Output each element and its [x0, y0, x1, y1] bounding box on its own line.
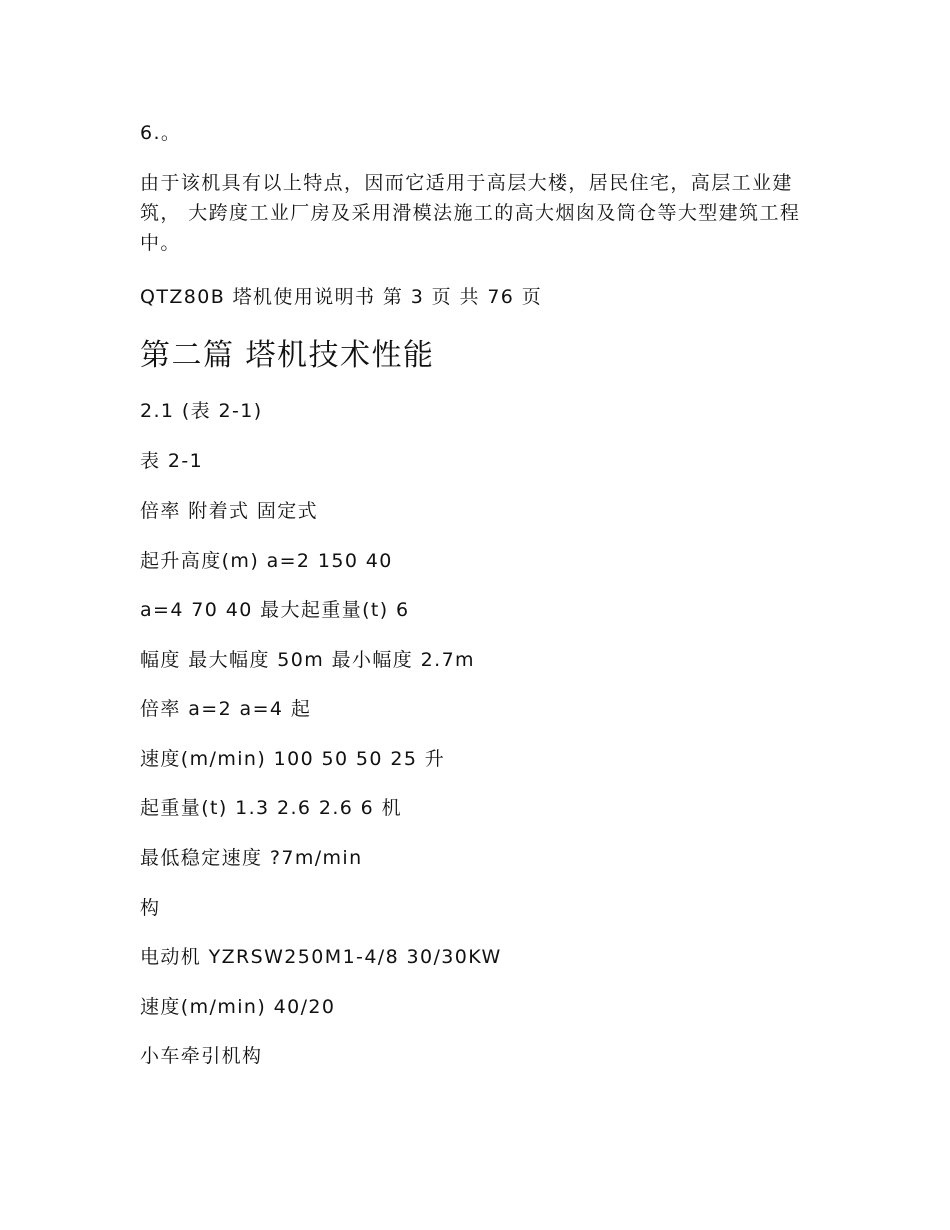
table-line: 起重量(t) 1.3 2.6 2.6 6 机: [140, 797, 403, 819]
table-line: 速度(m/min) 40/20: [140, 996, 336, 1018]
table-line: 最低稳定速度 ?7m/min: [140, 847, 363, 869]
table-line: 电动机 YZRSW250M1-4/8 30/30KW: [140, 946, 502, 968]
section-heading: 第二篇 塔机技术性能: [140, 338, 435, 373]
table-line: 小车牵引机构: [140, 1045, 263, 1067]
list-item-6: 6.。: [140, 122, 182, 144]
table-caption: 表 2-1: [140, 450, 204, 472]
page-footer: QTZ80B 塔机使用说明书 第 3 页 共 76 页: [140, 286, 543, 308]
table-line: 倍率 附着式 固定式: [140, 500, 319, 522]
table-line: 构: [140, 897, 161, 919]
table-line: a=4 70 40 最大起重量(t) 6: [140, 599, 410, 621]
table-line: 幅度 最大幅度 50m 最小幅度 2.7m: [140, 649, 475, 671]
table-line: 倍率 a=2 a=4 起: [140, 698, 312, 720]
table-line: 速度(m/min) 100 50 50 25 升: [140, 748, 446, 770]
intro-paragraph: 由于该机具有以上特点，因而它适用于高层大楼，居民住宅，高层工业建筑， 大跨度工业厂房及采用滑模法施工的高大烟囱及筒仓等大型建筑工程中。: [140, 172, 801, 254]
section-reference: 2.1 (表 2-1): [140, 400, 263, 422]
table-line: 起升高度(m) a=2 150 40: [140, 550, 393, 572]
